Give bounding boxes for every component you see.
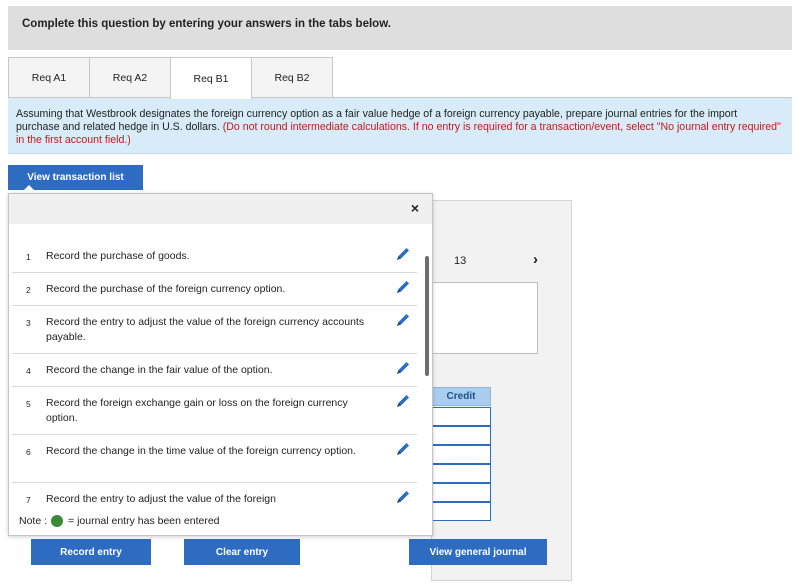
- item-number: 7: [26, 495, 31, 505]
- credit-input[interactable]: [431, 426, 491, 445]
- entered-dot-icon: [51, 515, 63, 527]
- note-suffix: = journal entry has been entered: [68, 515, 220, 527]
- credit-input[interactable]: [431, 464, 491, 483]
- item-number: 2: [26, 285, 31, 295]
- question-header: [8, 6, 792, 50]
- list-item[interactable]: [12, 354, 417, 387]
- transaction-list: [9, 240, 434, 505]
- item-text: Record the change in the fair value of the option.: [46, 364, 273, 376]
- credit-input[interactable]: [431, 502, 491, 521]
- pencil-icon[interactable]: [394, 488, 412, 505]
- transaction-number: 13: [454, 255, 467, 267]
- list-item[interactable]: [12, 387, 417, 435]
- list-item[interactable]: [12, 435, 417, 483]
- transaction-description-box: [431, 282, 538, 354]
- note-prefix: Note :: [19, 515, 48, 527]
- pencil-icon[interactable]: [394, 392, 412, 410]
- item-text: Record the foreign exchange gain or loss on the foreign currency option.: [46, 397, 348, 424]
- chevron-right-icon[interactable]: ›: [533, 251, 538, 268]
- tab-req-a1[interactable]: Req A1: [8, 57, 90, 98]
- item-text: Record the entry to adjust the value of the foreign: [46, 493, 276, 505]
- item-number: 4: [26, 366, 31, 376]
- item-number: 3: [26, 318, 31, 328]
- view-general-journal-button[interactable]: View general journal: [409, 539, 547, 565]
- clear-entry-button[interactable]: Clear entry: [184, 539, 300, 565]
- pencil-icon[interactable]: [394, 440, 412, 458]
- tab-req-b1[interactable]: Req B1: [170, 57, 252, 99]
- popup-header: [9, 194, 432, 224]
- tab-req-b2[interactable]: Req B2: [251, 57, 333, 98]
- list-item[interactable]: [12, 306, 417, 354]
- instructions-main: Assuming that Westbrook designates the foreign currency option as a fair value hedge of a foreign currency payable, prepare journal entries for the import purchase and related hedge in U.S. dollars.: [16, 108, 738, 133]
- credit-input[interactable]: [431, 445, 491, 464]
- item-text: Record the entry to adjust the value of the foreign currency accounts payable.: [46, 316, 365, 343]
- tab-req-a2[interactable]: Req A2: [89, 57, 171, 98]
- item-number: 1: [26, 252, 31, 262]
- list-item[interactable]: [12, 273, 417, 306]
- requirement-tabs: [8, 57, 332, 98]
- credit-input[interactable]: [431, 483, 491, 502]
- list-item[interactable]: [12, 483, 417, 505]
- pencil-icon[interactable]: [394, 359, 412, 377]
- item-number: 5: [26, 399, 31, 409]
- credit-input[interactable]: [431, 407, 491, 426]
- item-text: Record the purchase of goods.: [46, 250, 190, 262]
- pencil-icon[interactable]: [394, 245, 412, 263]
- credit-column-header: Credit: [431, 387, 491, 406]
- pencil-icon[interactable]: [394, 278, 412, 296]
- item-text: Record the change in the time value of the foreign currency option.: [46, 445, 356, 457]
- pencil-icon[interactable]: [394, 311, 412, 329]
- item-number: 6: [26, 447, 31, 457]
- caret-up-icon: [24, 185, 34, 190]
- list-item[interactable]: [12, 240, 417, 273]
- record-entry-button[interactable]: Record entry: [31, 539, 151, 565]
- item-text: Record the purchase of the foreign currency option.: [46, 283, 286, 295]
- instructions-note: (Do not round intermediate calculations. If no entry is required for a transaction/event, select "No journal entry required" in the first account field.): [16, 121, 781, 146]
- question-header-text: Complete this question by entering your answers in the tabs below.: [22, 18, 391, 30]
- transaction-list-popup: [8, 193, 433, 536]
- instructions-panel: [8, 98, 792, 154]
- legend-note: [19, 515, 220, 527]
- close-icon[interactable]: ×: [410, 200, 419, 216]
- scrollbar[interactable]: [425, 256, 429, 376]
- view-transaction-list-button[interactable]: View transaction list: [8, 165, 143, 190]
